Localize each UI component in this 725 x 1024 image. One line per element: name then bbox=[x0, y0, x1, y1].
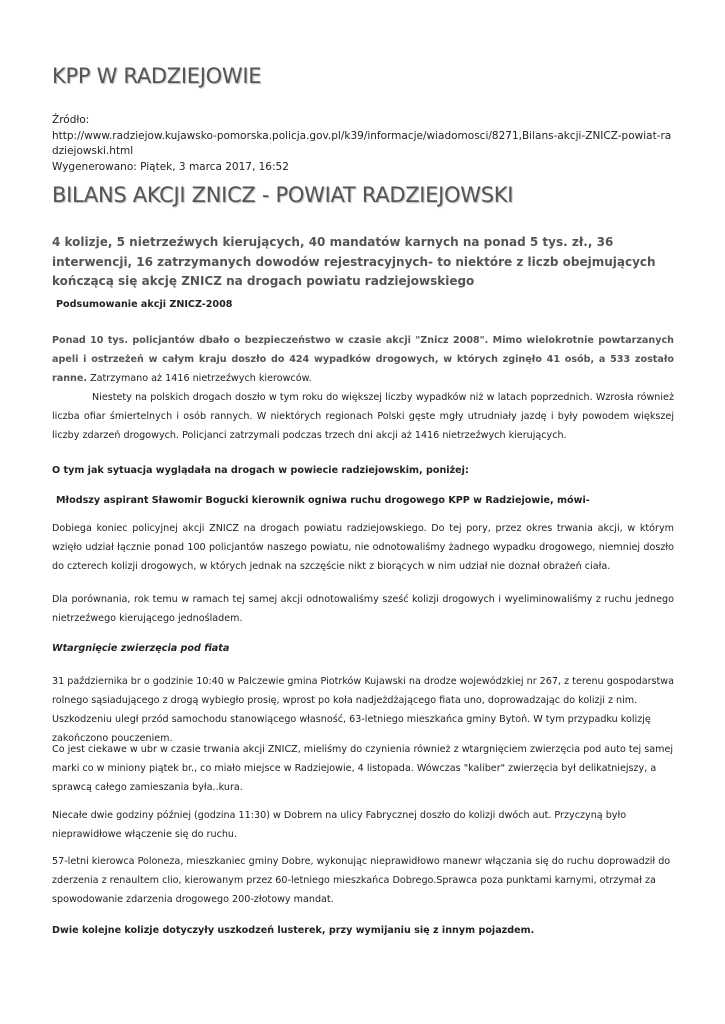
site-title: KPP W RADZIEJOWIE bbox=[52, 64, 262, 88]
source-url[interactable]: http://www.radziejow.kujawsko-pomorska.policja.gov.pl/k39/informacje/wiadomosci/8271,Bilans-akcji-ZNICZ-powiat-radziejowski.html bbox=[52, 129, 672, 157]
generated-timestamp: Wygenerowano: Piątek, 3 marca 2017, 16:52 bbox=[52, 160, 289, 173]
summary-heading: Podsumowanie akcji ZNICZ-2008 bbox=[56, 299, 233, 310]
officer-heading: Młodszy aspirant Sławomir Bogucki kierownik ogniwa ruchu drogowego KPP w Radziejowie, mówi- bbox=[56, 495, 590, 506]
paragraph-1-bold: Ponad 10 tys. policjantów dbało o bezpieczeństwo w czasie akcji "Znicz 2008". Mimo wielokrotnie powtarzanych apeli i ostrzeżeń w całym kraju doszło do 424 wypadków drogowych, w których zginęło 41 osób, a 533 zostało ranne. bbox=[52, 335, 674, 384]
paragraph-8: 57-letni kierowca Poloneza, mieszkaniec gminy Dobre, wykonując nieprawidłowo manewr włączania się do ruchu doprowadził do zderzenia z renaultem clio, kierowanym przez 60-letniego mieszkańca Dobrego.Sprawca poza punktami karnymi, otrzymał za spowodowanie zdarzenia drogowego 200-złotowy mandat. bbox=[52, 856, 671, 905]
paragraph-5: 31 października br o godzinie 10:40 w Palczewie gmina Piotrków Kujawski na drodze wojewódzkiej nr 267, z terenu gospodarstwa rolnego sąsiadującego z drogą wybiegło prosię, wprost po koła nadjeżdżającego fiata uno, doprowadzając do kolizji z nim. Uszkodzeniu uległ przód samochodu stanowiącego własność, 63-letniego mieszkańca gminy Bytoń. W tym przypadku kolizję zakończono pouczeniem. bbox=[52, 676, 675, 744]
paragraph-1-rest: Zatrzymano aż 1416 nietrzeźwych kierowców. bbox=[87, 373, 312, 384]
paragraph-9: Dwie kolejne kolizje dotyczyły uszkodzeń lusterek, przy wymijaniu się z innym pojazdem. bbox=[52, 925, 535, 936]
article-title: BILANS AKCJI ZNICZ - POWIAT RADZIEJOWSKI bbox=[52, 183, 514, 207]
paragraph-2: Niestety na polskich drogach doszło w tym roku do większej liczby wypadków niż w latach poprzednich. Wzrosła również liczba ofiar śmiertelnych i osób rannych. W niektórych regionach Polski gęste mgły utrudniały jazdę i były powodem większej liczby zdarzeń drogowych. Policjanci zatrzymali podczas trzech dni akcji aż 1416 nietrzeźwych kierujących. bbox=[52, 392, 674, 441]
paragraph-4: Dla porównania, rok temu w ramach tej samej akcji odnotowaliśmy sześć kolizji drogowych i wyeliminowaliśmy z ruchu jednego nietrzeźwego kierującego jednośladem. bbox=[52, 594, 674, 624]
paragraph-6: Co jest ciekawe w ubr w czasie trwania akcji ZNICZ, mieliśmy do czynienia również z wtargnięciem zwierzęcia pod auto tej samej marki co w miniony piątek br., co miało miejsce w Radziejowie, 4 listopada. Wówczas "kaliber" zwierzęcia był delikatniejszy, a sprawcą całego zamieszania była..kura. bbox=[52, 744, 674, 793]
paragraph-1 bbox=[52, 331, 674, 388]
paragraph-7: Niecałe dwie godziny później (godzina 11:30) w Dobrem na ulicy Fabrycznej doszło do kolizji dwóch aut. Przyczyną było nieprawidłowe włączenie się do ruchu. bbox=[52, 810, 627, 840]
document-meta bbox=[52, 113, 674, 175]
subheading-animal: Wtargnięcie zwierzęcia pod fiata bbox=[52, 643, 230, 654]
source-label: Źródło: bbox=[52, 114, 90, 126]
district-heading: O tym jak sytuacja wyglądała na drogach w powiecie radziejowskim, poniżej: bbox=[52, 465, 469, 476]
article-lead: 4 kolizje, 5 nietrzeźwych kierujących, 40 mandatów karnych na ponad 5 tys. zł., 36 interwencji, 16 zatrzymanych dowodów rejestracyjnych- to niektóre z liczb obejmujących kończącą się akcję ZNICZ na drogach powiatu radziejowskiego bbox=[52, 235, 656, 288]
paragraph-3: Dobiega koniec policyjnej akcji ZNICZ na drogach powiatu radziejowskiego. Do tej pory, przez okres trwania akcji, w którym wzięło udział łącznie ponad 100 policjantów naszego powiatu, nie odnotowaliśmy żadnego wypadku drogowego, niemniej doszło do czterech kolizji drogowych, w których jednak na szczęście nikt z biorących w nim udział nie doznał obrażeń ciała. bbox=[52, 523, 674, 572]
